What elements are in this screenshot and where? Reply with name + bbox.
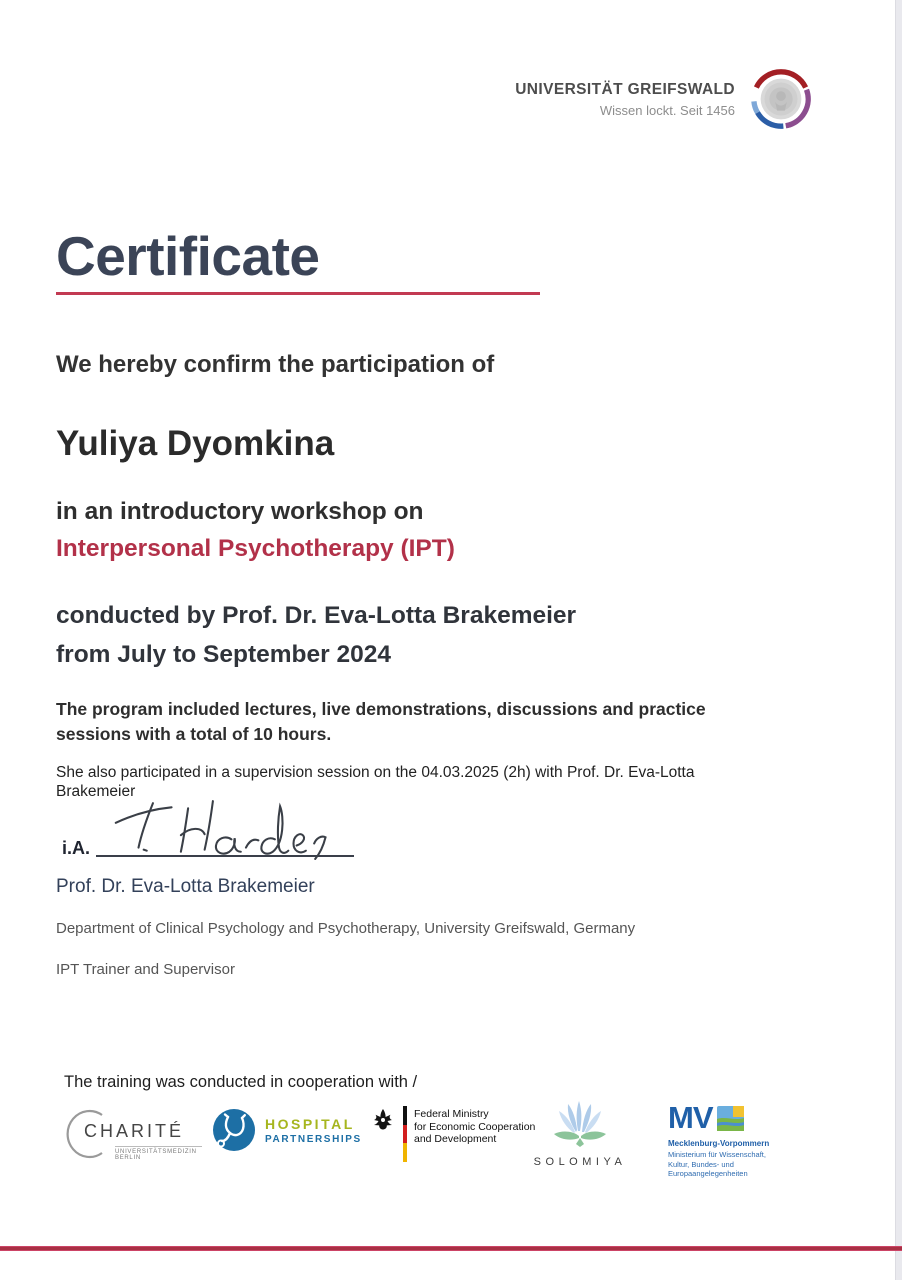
- workshop-block: [56, 493, 455, 567]
- title-underline: [56, 292, 540, 295]
- mv-ministry-lines: [668, 1150, 788, 1179]
- fm-line1: Federal Ministry: [414, 1108, 489, 1120]
- mv-logo: [668, 1100, 788, 1179]
- hospital-partnerships-logo: [212, 1108, 362, 1152]
- university-seal-icon: [748, 66, 814, 132]
- federal-ministry-logo: [370, 1106, 535, 1162]
- charite-subtext: UNIVERSITÄTSMEDIZIN BERLIN: [115, 1146, 202, 1161]
- university-logo: [515, 66, 814, 132]
- solomiya-logo: [530, 1098, 630, 1168]
- federal-eagle-icon: [370, 1108, 396, 1132]
- partner-logos-row: [0, 1098, 902, 1176]
- mv-region-name: Mecklenburg-Vorpommern: [668, 1139, 770, 1148]
- fm-line3: and Development: [414, 1133, 497, 1145]
- stethoscope-icon: [212, 1108, 256, 1152]
- program-description: The program included lectures, live demonstrations, discussions and practice sessions with a total of 10 hours.: [56, 699, 706, 744]
- german-flag-stripe: [403, 1106, 407, 1162]
- university-name: UNIVERSITÄT GREIFSWALD: [515, 80, 735, 98]
- university-tagline: Wissen lockt. Seit 1456: [599, 102, 735, 118]
- signature-prefix: i.A.: [62, 838, 91, 858]
- participant-name: Yuliya Dyomkina: [56, 424, 335, 463]
- hp-line1: HOSPITAL: [265, 1115, 355, 1132]
- solomiya-wordmark: SOLOMIYA: [533, 1156, 627, 1168]
- hp-line2: PARTNERSHIPS: [265, 1133, 362, 1145]
- charite-logo: [62, 1106, 202, 1168]
- date-range-line: from July to September 2024: [56, 641, 391, 668]
- cooperation-heading: The training was conducted in cooperation with /: [64, 1073, 418, 1091]
- conducted-block: [56, 596, 576, 674]
- signer-role: IPT Trainer and Supervisor: [56, 961, 235, 978]
- mv-line2: Kultur, Bundes- und: [668, 1159, 734, 1169]
- signer-name: Prof. Dr. Eva-Lotta Brakemeier: [56, 876, 315, 897]
- signer-department: Department of Clinical Psychology and Psychotherapy, University Greifswald, Germany: [56, 920, 636, 937]
- fm-line2: for Economic Cooperation: [414, 1120, 536, 1133]
- conducted-by-line: conducted by Prof. Dr. Eva-Lotta Brakemeier: [56, 602, 577, 629]
- federal-ministry-text: [414, 1106, 535, 1162]
- mv-abbr: MV: [668, 1100, 713, 1135]
- confirmation-line: We hereby confirm the participation of: [56, 351, 495, 378]
- mv-landscape-icon: [717, 1106, 744, 1131]
- mv-line1: Ministerium für Wissenschaft,: [668, 1150, 766, 1159]
- mv-top-row: [668, 1100, 788, 1136]
- hospital-partnerships-text: [265, 1116, 362, 1145]
- handwritten-signature: [96, 798, 336, 860]
- mv-line3: Europaangelegenheiten: [668, 1169, 748, 1178]
- bottom-red-rule: [0, 1246, 902, 1251]
- supervision-note: She also participated in a supervision session on the 04.03.2025 (2h) with Prof. Dr. Eva-Lotta Brakemeier: [56, 764, 695, 800]
- workshop-topic: Interpersonal Psychotherapy (IPT): [56, 535, 455, 562]
- page-edge: [895, 0, 902, 1280]
- workshop-intro: in an introductory workshop on: [56, 498, 424, 525]
- page-title: Certificate: [56, 225, 320, 287]
- solomiya-flower-icon: [549, 1098, 611, 1148]
- university-logo-text: [515, 81, 735, 118]
- charite-wordmark: CHARITÉ: [84, 1121, 185, 1141]
